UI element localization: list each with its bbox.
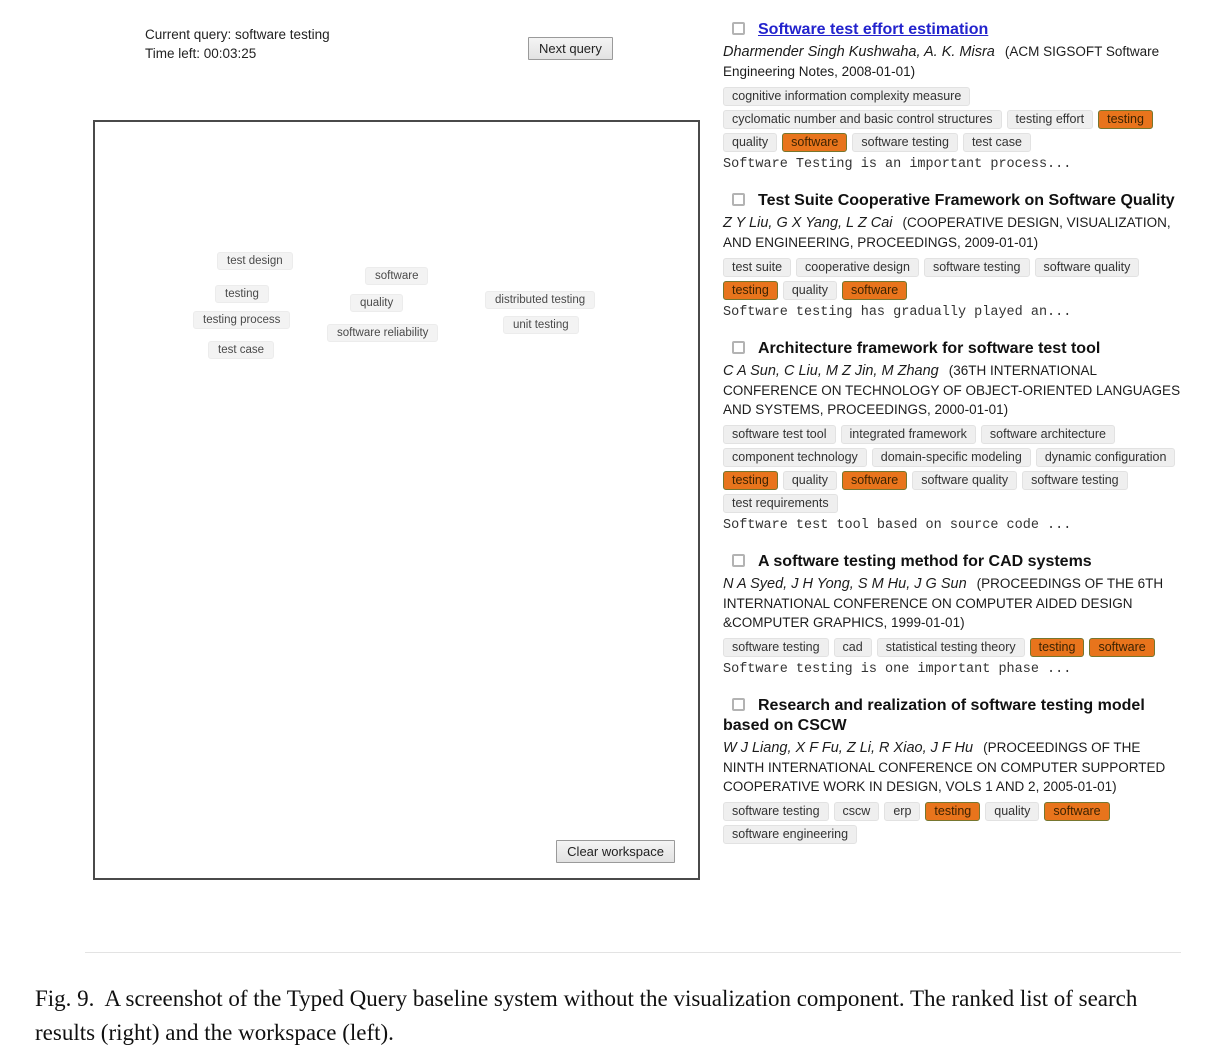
result-tag[interactable]: cooperative design [796, 258, 919, 277]
result-venue: (ACM SIGSOFT Software Engineering Notes, 2008-01-01) [723, 44, 1160, 79]
result-tag[interactable]: software architecture [981, 425, 1115, 444]
workspace-panel[interactable] [93, 120, 700, 880]
result-authors: C A Sun, C Liu, M Z Jin, M Zhang [723, 363, 939, 379]
result-tag[interactable]: software testing [723, 802, 829, 821]
result-byline [723, 361, 1185, 419]
result-tag[interactable]: software engineering [723, 825, 857, 844]
workspace-tag[interactable]: unit testing [503, 316, 579, 334]
result-title[interactable]: Test Suite Cooperative Framework on Software Quality [758, 192, 1175, 209]
results-list [723, 20, 1185, 865]
workspace-tag[interactable]: testing [215, 285, 269, 303]
result-tag-highlighted[interactable]: testing [925, 802, 980, 821]
result-tags [723, 256, 1185, 302]
result-tag[interactable]: cyclomatic number and basic control structures [723, 110, 1002, 129]
result-title[interactable]: A software testing method for CAD systems [758, 553, 1092, 570]
result-title[interactable]: Software test effort estimation [758, 21, 989, 38]
result-tag[interactable]: test requirements [723, 494, 838, 513]
result-tag[interactable]: software testing [852, 133, 958, 152]
result-byline [723, 213, 1185, 252]
result-tags [723, 800, 1185, 846]
result-tag[interactable]: software testing [1022, 471, 1128, 490]
next-query-button[interactable]: Next query [528, 37, 613, 60]
result-checkbox[interactable] [732, 554, 745, 567]
figure-caption [35, 982, 1195, 1050]
result-tag[interactable]: software quality [1035, 258, 1140, 277]
result-title-line [723, 191, 1185, 211]
search-result-item [723, 696, 1185, 846]
result-tag[interactable]: testing effort [1007, 110, 1094, 129]
result-tag-highlighted[interactable]: software [782, 133, 847, 152]
result-tag[interactable]: dynamic configuration [1036, 448, 1176, 467]
workspace-tag[interactable]: testing process [193, 311, 290, 329]
result-tag[interactable]: quality [985, 802, 1039, 821]
current-query-label: Current query: software testing [145, 27, 330, 42]
result-tag[interactable]: integrated framework [841, 425, 976, 444]
result-checkbox[interactable] [732, 193, 745, 206]
result-tags [723, 85, 1185, 154]
result-tag[interactable]: domain-specific modeling [872, 448, 1031, 467]
time-left-label: Time left: 00:03:25 [145, 46, 257, 61]
result-tag[interactable]: software test tool [723, 425, 836, 444]
search-result-item [723, 20, 1185, 172]
result-title-line [723, 339, 1185, 359]
result-tag-highlighted[interactable]: testing [723, 281, 778, 300]
result-tag[interactable]: quality [783, 471, 837, 490]
search-result-item [723, 552, 1185, 677]
result-byline [723, 738, 1185, 796]
result-venue: (PROCEEDINGS OF THE NINTH INTERNATIONAL CONFERENCE ON COMPUTER SUPPORTED COOPERATIVE WORK IN DESIGN, VOLS 1 AND 2, 2005-01-01) [723, 740, 1166, 794]
result-tag-highlighted[interactable]: software [842, 471, 907, 490]
result-venue: (PROCEEDINGS OF THE 6TH INTERNATIONAL CONFERENCE ON COMPUTER AIDED DESIGN &COMPUTER GRAPHICS, 1999-01-01) [723, 576, 1164, 630]
result-tag-highlighted[interactable]: testing [723, 471, 778, 490]
result-checkbox[interactable] [732, 22, 745, 35]
result-title[interactable]: Research and realization of software testing model based on CSCW [723, 697, 1145, 734]
result-authors: Dharmender Singh Kushwaha, A. K. Misra [723, 44, 995, 60]
result-byline [723, 574, 1185, 632]
workspace-tag[interactable]: software [365, 267, 428, 285]
result-tag[interactable]: software quality [912, 471, 1017, 490]
result-title[interactable]: Architecture framework for software test tool [758, 340, 1101, 357]
search-result-item [723, 191, 1185, 320]
figure-caption-text: A screenshot of the Typed Query baseline system without the visualization component. The ranked list of search results (right) and the workspace (left). [35, 986, 1138, 1045]
result-tag[interactable]: erp [884, 802, 920, 821]
result-tag-highlighted[interactable]: software [1089, 638, 1154, 657]
result-venue: (COOPERATIVE DESIGN, VISUALIZATION, AND ENGINEERING, PROCEEDINGS, 2009-01-01) [723, 215, 1171, 250]
result-tag[interactable]: software testing [924, 258, 1030, 277]
result-tag-highlighted[interactable]: software [1044, 802, 1109, 821]
result-tags [723, 636, 1185, 659]
result-tag-highlighted[interactable]: testing [1030, 638, 1085, 657]
search-result-item [723, 339, 1185, 533]
screenshot-bottom-border [85, 952, 1181, 953]
result-tag[interactable]: test suite [723, 258, 791, 277]
result-tag[interactable]: statistical testing theory [877, 638, 1025, 657]
result-snippet: Software test tool based on source code ... [723, 518, 1072, 533]
result-checkbox[interactable] [732, 698, 745, 711]
result-title-line [723, 552, 1185, 572]
result-tag[interactable]: cscw [834, 802, 880, 821]
workspace-tag[interactable]: quality [350, 294, 403, 312]
result-title-line [723, 20, 1185, 40]
result-tag[interactable]: quality [783, 281, 837, 300]
workspace-tag[interactable]: test design [217, 252, 293, 270]
result-authors: W J Liang, X F Fu, Z Li, R Xiao, J F Hu [723, 740, 974, 756]
result-tag[interactable]: cad [834, 638, 872, 657]
result-byline [723, 42, 1185, 81]
result-checkbox[interactable] [732, 341, 745, 354]
query-info [145, 25, 330, 63]
figure-number-label: Fig. 9. [35, 986, 95, 1011]
result-tag[interactable]: component technology [723, 448, 867, 467]
result-authors: Z Y Liu, G X Yang, L Z Cai [723, 215, 893, 231]
workspace-tag[interactable]: software reliability [327, 324, 438, 342]
result-tag[interactable]: cognitive information complexity measure [723, 87, 970, 106]
clear-workspace-button[interactable]: Clear workspace [556, 840, 675, 863]
result-snippet: Software testing has gradually played an... [723, 305, 1072, 320]
result-tags [723, 423, 1185, 515]
result-tag-highlighted[interactable]: software [842, 281, 907, 300]
result-tag-highlighted[interactable]: testing [1098, 110, 1153, 129]
workspace-tag[interactable]: distributed testing [485, 291, 595, 309]
result-authors: N A Syed, J H Yong, S M Hu, J G Sun [723, 576, 967, 592]
result-venue: (36TH INTERNATIONAL CONFERENCE ON TECHNOLOGY OF OBJECT-ORIENTED LANGUAGES AND SYSTEMS, PROCEEDINGS, 2000-01-01) [723, 363, 1181, 417]
result-snippet: Software Testing is an important process... [723, 157, 1072, 172]
result-tag[interactable]: test case [963, 133, 1031, 152]
result-title-line [723, 696, 1185, 736]
result-tag[interactable]: quality [723, 133, 777, 152]
workspace-tag[interactable]: test case [208, 341, 274, 359]
result-tag[interactable]: software testing [723, 638, 829, 657]
result-snippet: Software testing is one important phase ... [723, 662, 1072, 677]
